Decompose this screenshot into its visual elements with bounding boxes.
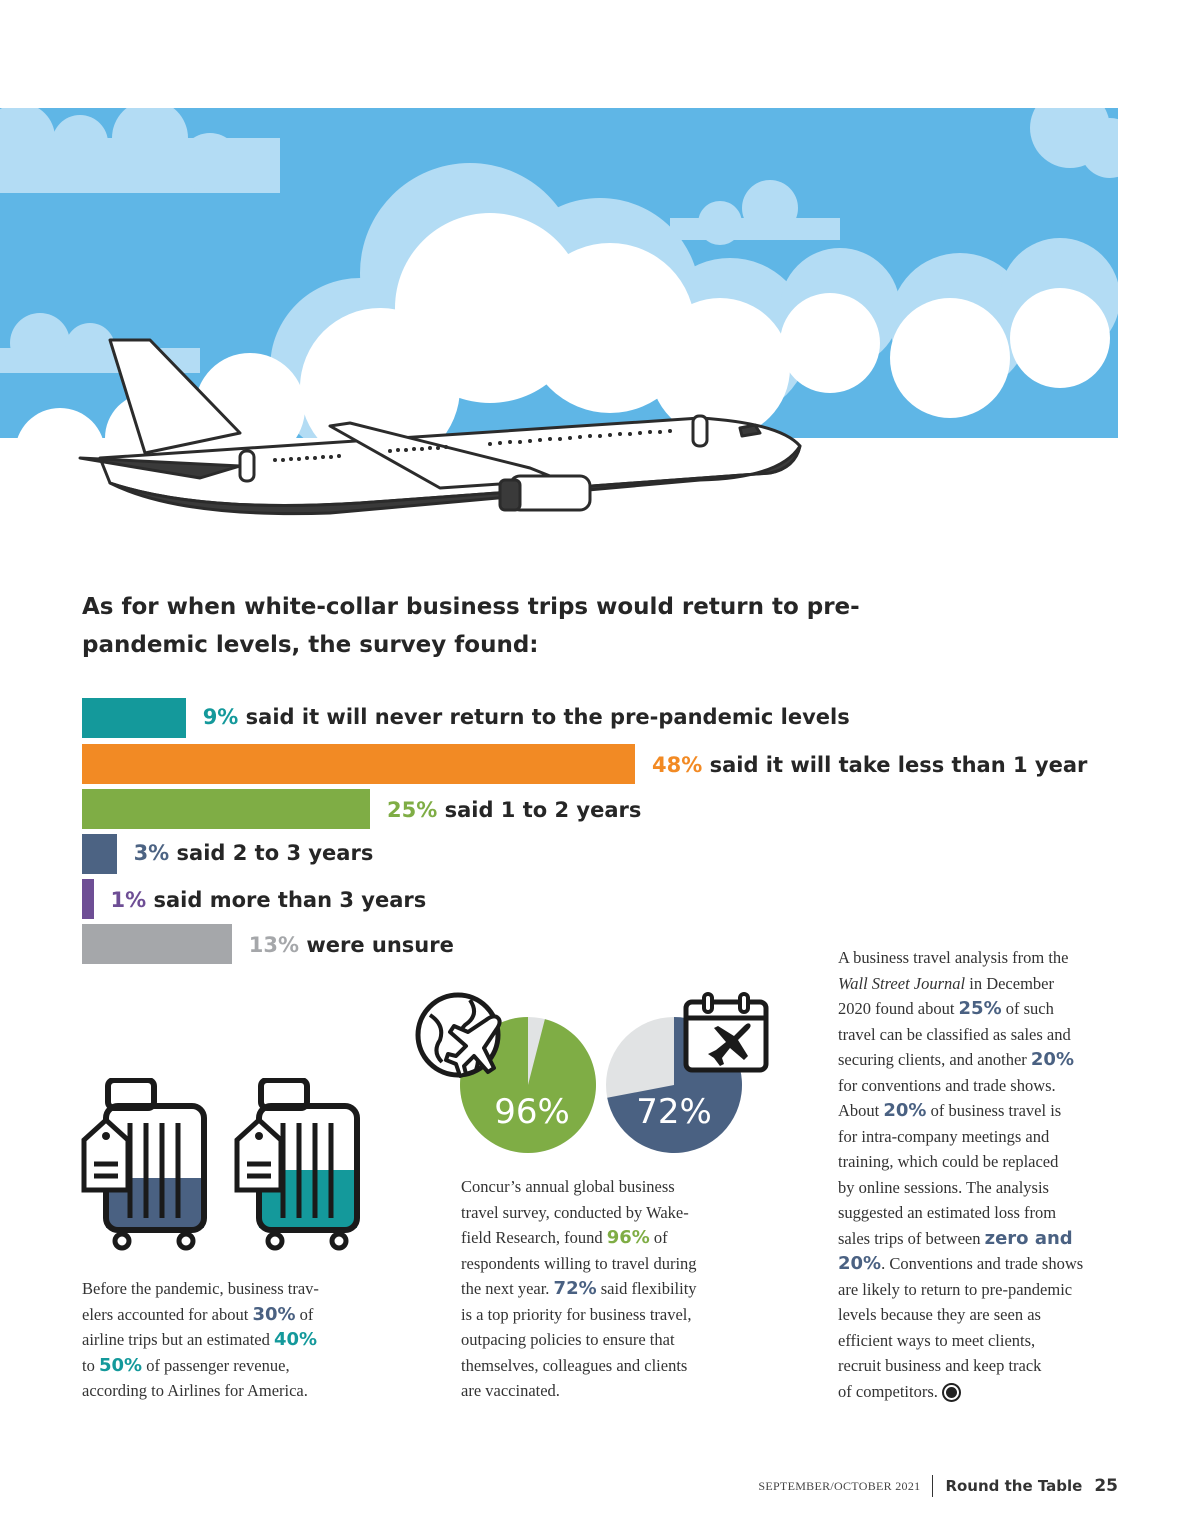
- col3-line17: recruit business and keep track: [838, 1356, 1042, 1375]
- col3-line5: securing clients, and another 20%: [838, 1049, 1074, 1070]
- footer-divider: [932, 1475, 933, 1497]
- bar-value-never: 9%: [202, 705, 239, 729]
- survey-headline: As for when white-collar business trips would return to pre-pandemic levels, the survey found:: [82, 594, 860, 658]
- stat-20-loss: 20%: [838, 1253, 882, 1274]
- bar-more-than-3-years: [82, 879, 94, 919]
- luggage-caption: [82, 1276, 382, 1404]
- col2-line8: themselves, colleagues and clients: [461, 1355, 688, 1375]
- end-mark-icon: [944, 1385, 959, 1400]
- stat-20-intra: 20%: [883, 1100, 927, 1121]
- sky-airplane-illustration: [0, 108, 1118, 548]
- bar-text-never: said it will never return to the pre-pandemic levels: [245, 705, 850, 729]
- concur-survey-caption: [461, 1174, 761, 1404]
- bar-label-less-than-1-year: [652, 751, 1087, 779]
- page-footer: [758, 1474, 1118, 1498]
- bar-value-unsure: 13%: [248, 933, 300, 957]
- bar-label-unsure: [249, 931, 454, 959]
- bar-label-never: [203, 703, 850, 731]
- col2-line6: is a top priority for business travel,: [461, 1304, 692, 1324]
- col3-line8: for intra-company meetings and: [838, 1126, 1050, 1146]
- pie-charts: [410, 990, 780, 1160]
- bar-value-1-to-2-years: 25%: [387, 798, 438, 822]
- pie-96-label: 96%: [494, 1092, 570, 1132]
- col1-line5: according to Airlines for America.: [82, 1381, 308, 1400]
- col3-line11: suggested an estimated loss from: [838, 1203, 1057, 1222]
- bar-value-less-than-1-year: 48%: [652, 753, 703, 777]
- bar-never: [82, 698, 186, 738]
- col2-line7: outpacing policies to ensure that: [461, 1330, 675, 1349]
- calendar-airplane-icon: [686, 994, 766, 1070]
- col3-line13: 20%. Conventions and trade shows: [838, 1253, 1084, 1274]
- col3-line3: 2020 found about 25% of such: [838, 998, 1054, 1019]
- globe-airplane-icon: [418, 995, 500, 1076]
- footer-page-number: 25: [1094, 1476, 1118, 1496]
- stat-20-conventions: 20%: [1030, 1049, 1074, 1070]
- col1-line4: to 50% of passenger revenue,: [82, 1354, 290, 1376]
- col3-line14: are likely to return to pre-pandemic: [838, 1279, 1073, 1299]
- suitcase-icon-right: [237, 1080, 357, 1248]
- col3-line1: A business travel analysis from the: [838, 948, 1069, 967]
- stat-96: 96%: [606, 1227, 650, 1248]
- bar-label-2-to-3-years: [134, 839, 374, 867]
- col3-line15: levels because they are seen as: [838, 1305, 1041, 1324]
- stat-zero-and: zero and: [984, 1227, 1073, 1249]
- bar-less-than-1-year: [82, 744, 635, 784]
- stat-40: 40%: [274, 1329, 318, 1350]
- bar-2-to-3-years: [82, 834, 117, 874]
- pie-72-label: 72%: [636, 1092, 712, 1132]
- col2-line2: travel survey, conducted by Wake-: [461, 1202, 689, 1222]
- footer-issue: SEPTEMBER/OCTOBER 2021: [758, 1478, 921, 1493]
- suitcase-icon-left: [84, 1080, 204, 1248]
- col3-line4: travel can be classified as sales and: [838, 1024, 1071, 1044]
- col1-line3: airline trips but an estimated 40%: [82, 1329, 318, 1350]
- col2-line3: field Research, found 96% of: [461, 1227, 668, 1248]
- bar-text-more-than-3-years: said more than 3 years: [153, 888, 427, 912]
- col3-line10: by online sessions. The analysis: [838, 1177, 1049, 1197]
- col1-line2: elers accounted for about 30% of: [82, 1303, 314, 1325]
- stat-50: 50%: [98, 1354, 143, 1376]
- col3-line18: of competitors.: [838, 1379, 1128, 1405]
- bar-1-to-2-years: [82, 789, 370, 829]
- col2-line5: the next year. 72% said flexibility: [461, 1278, 697, 1299]
- bar-label-1-to-2-years: [387, 796, 641, 824]
- stat-72: 72%: [553, 1278, 597, 1299]
- footer-magazine: Round the Table: [945, 1477, 1083, 1495]
- col3-line6: for conventions and trade shows.: [838, 1075, 1056, 1095]
- stat-30: 30%: [252, 1303, 296, 1325]
- bar-unsure: [82, 924, 232, 964]
- bar-text-less-than-1-year: said it will take less than 1 year: [709, 753, 1088, 777]
- bar-text-2-to-3-years: said 2 to 3 years: [176, 841, 374, 865]
- suitcase-icons: [80, 1078, 370, 1258]
- stat-25: 25%: [958, 998, 1002, 1019]
- col3-line9: training, which could be replaced: [838, 1152, 1059, 1171]
- col3-line7: About 20% of business travel is: [838, 1100, 1062, 1121]
- col2-line1: Concur’s annual global business: [461, 1177, 675, 1196]
- col2-line4: respondents willing to travel during: [461, 1253, 697, 1273]
- col3-line16: efficient ways to meet clients,: [838, 1330, 1036, 1350]
- col3-line2: Wall Street Journal in December: [838, 973, 1054, 993]
- bar-text-unsure: were unsure: [306, 933, 454, 957]
- col3-line12: sales trips of between zero and: [838, 1227, 1073, 1249]
- bar-value-2-to-3-years: 3%: [133, 841, 170, 865]
- bar-label-more-than-3-years: [111, 886, 427, 914]
- col2-line9: are vaccinated.: [461, 1381, 560, 1400]
- bar-value-more-than-3-years: 1%: [110, 888, 147, 912]
- wsj-analysis-text: [838, 945, 1128, 1404]
- col1-line1: Before the pandemic, business trav-: [82, 1279, 319, 1298]
- bar-text-1-to-2-years: said 1 to 2 years: [444, 798, 642, 822]
